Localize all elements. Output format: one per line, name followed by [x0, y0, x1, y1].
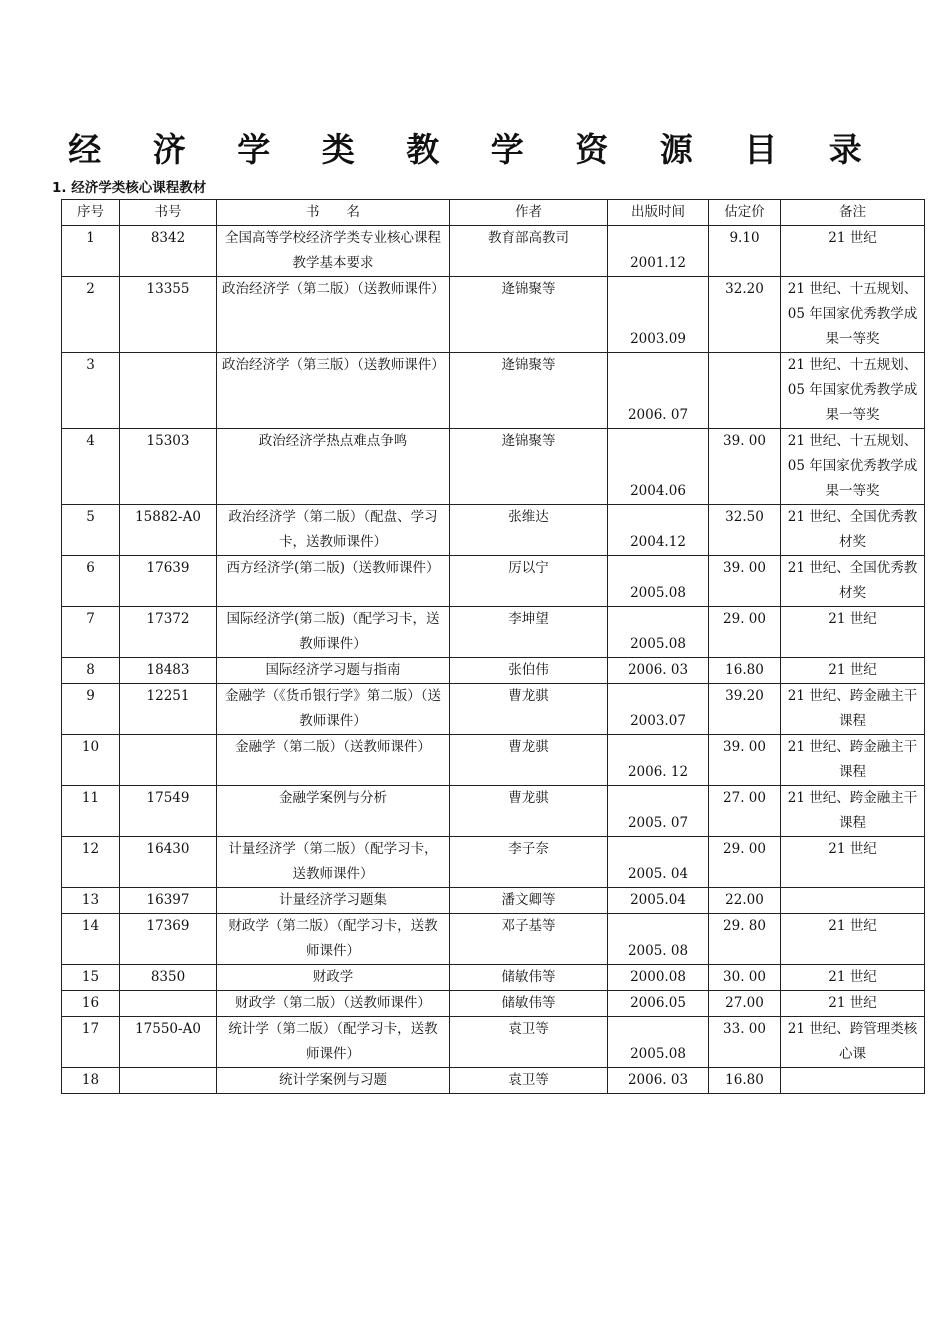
- cell-price: 39.20: [709, 684, 781, 735]
- cell-price: 30. 00: [709, 965, 781, 991]
- cell-title: 政治经济学热点难点争鸣: [217, 429, 450, 505]
- table-row: [62, 353, 925, 429]
- cell-note: 21 世纪、十五规划、05 年国家优秀教学成果一等奖: [781, 353, 925, 429]
- cell-price: 27. 00: [709, 786, 781, 837]
- cell-no: 14: [62, 914, 120, 965]
- cell-no: 3: [62, 353, 120, 429]
- cell-note: 21 世纪: [781, 991, 925, 1017]
- cell-no: 10: [62, 735, 120, 786]
- cell-isbn: [120, 1068, 217, 1094]
- cell-title: 西方经济学(第二版)（送教师课件）: [217, 556, 450, 607]
- cell-date: 2006. 03: [608, 658, 709, 684]
- cell-date: 2005.08: [608, 607, 709, 658]
- cell-title: 金融学（第二版）（送教师课件）: [217, 735, 450, 786]
- cell-note: 21 世纪、跨金融主干课程: [781, 786, 925, 837]
- cell-date: 2005.08: [608, 556, 709, 607]
- cell-isbn: 15303: [120, 429, 217, 505]
- cell-no: 8: [62, 658, 120, 684]
- cell-no: 16: [62, 991, 120, 1017]
- table-row: [62, 1068, 925, 1094]
- cell-note: 21 世纪: [781, 226, 925, 277]
- cell-price: 22.00: [709, 888, 781, 914]
- cell-isbn: 18483: [120, 658, 217, 684]
- table-header-row: [62, 200, 925, 226]
- cell-author: 张伯伟: [450, 658, 608, 684]
- table-row: [62, 556, 925, 607]
- header-no: 序号: [62, 200, 120, 226]
- cell-no: 15: [62, 965, 120, 991]
- cell-isbn: 8350: [120, 965, 217, 991]
- table-row: [62, 1017, 925, 1068]
- header-note: 备注: [781, 200, 925, 226]
- table-row: [62, 226, 925, 277]
- cell-title: 计量经济学习题集: [217, 888, 450, 914]
- table-row: [62, 965, 925, 991]
- header-date: 出版时间: [608, 200, 709, 226]
- cell-no: 17: [62, 1017, 120, 1068]
- cell-price: 16.80: [709, 1068, 781, 1094]
- cell-isbn: 17372: [120, 607, 217, 658]
- document-title: 经 济 学 类 教 学 资 源 目 录: [68, 130, 882, 169]
- cell-no: 11: [62, 786, 120, 837]
- table-row: [62, 735, 925, 786]
- table-row: [62, 505, 925, 556]
- cell-note: 21 世纪、跨金融主干课程: [781, 735, 925, 786]
- cell-author: 逄锦聚等: [450, 353, 608, 429]
- cell-no: 1: [62, 226, 120, 277]
- cell-no: 5: [62, 505, 120, 556]
- cell-isbn: 16430: [120, 837, 217, 888]
- cell-price: 16.80: [709, 658, 781, 684]
- cell-author: 教育部高教司: [450, 226, 608, 277]
- cell-date: 2006. 03: [608, 1068, 709, 1094]
- table-body: [62, 226, 925, 1094]
- header-author: 作者: [450, 200, 608, 226]
- cell-author: 逄锦聚等: [450, 277, 608, 353]
- cell-author: 邓子基等: [450, 914, 608, 965]
- cell-isbn: 17369: [120, 914, 217, 965]
- cell-title: 政治经济学（第三版）（送教师课件）: [217, 353, 450, 429]
- cell-isbn: 13355: [120, 277, 217, 353]
- cell-date: 2004.12: [608, 505, 709, 556]
- cell-date: 2001.12: [608, 226, 709, 277]
- cell-price: 9.10: [709, 226, 781, 277]
- cell-price: 29. 00: [709, 837, 781, 888]
- cell-no: 6: [62, 556, 120, 607]
- cell-author: 储敏伟等: [450, 991, 608, 1017]
- cell-title: 国际经济学(第二版)（配学习卡，送教师课件）: [217, 607, 450, 658]
- cell-title: 全国高等学校经济学类专业核心课程教学基本要求: [217, 226, 450, 277]
- cell-isbn: 8342: [120, 226, 217, 277]
- cell-no: 7: [62, 607, 120, 658]
- book-table: [61, 199, 925, 1094]
- cell-isbn: 17639: [120, 556, 217, 607]
- cell-date: 2005.04: [608, 888, 709, 914]
- header-title: 书 名: [217, 200, 450, 226]
- cell-isbn: 16397: [120, 888, 217, 914]
- cell-note: 21 世纪、十五规划、05 年国家优秀教学成果一等奖: [781, 277, 925, 353]
- cell-date: 2000.08: [608, 965, 709, 991]
- cell-price: 27.00: [709, 991, 781, 1017]
- cell-no: 13: [62, 888, 120, 914]
- cell-note: 21 世纪: [781, 607, 925, 658]
- cell-date: 2003.07: [608, 684, 709, 735]
- cell-note: 21 世纪、全国优秀教材奖: [781, 556, 925, 607]
- cell-price: 29. 80: [709, 914, 781, 965]
- cell-isbn: 15882-A0: [120, 505, 217, 556]
- cell-date: 2006. 07: [608, 353, 709, 429]
- cell-no: 12: [62, 837, 120, 888]
- cell-isbn: [120, 353, 217, 429]
- cell-isbn: 17549: [120, 786, 217, 837]
- table-row: [62, 837, 925, 888]
- cell-note: 21 世纪: [781, 914, 925, 965]
- cell-no: 9: [62, 684, 120, 735]
- cell-price: 39. 00: [709, 735, 781, 786]
- cell-title: 财政学（第二版）（配学习卡，送教师课件）: [217, 914, 450, 965]
- cell-title: 国际经济学习题与指南: [217, 658, 450, 684]
- cell-title: 政治经济学（第二版）（送教师课件）: [217, 277, 450, 353]
- cell-date: 2006. 12: [608, 735, 709, 786]
- cell-price: 39. 00: [709, 429, 781, 505]
- cell-date: 2005. 08: [608, 914, 709, 965]
- cell-date: 2006.05: [608, 991, 709, 1017]
- cell-title: 统计学案例与习题: [217, 1068, 450, 1094]
- cell-date: 2005. 04: [608, 837, 709, 888]
- cell-author: 曹龙骐: [450, 786, 608, 837]
- cell-author: 袁卫等: [450, 1017, 608, 1068]
- table-row: [62, 888, 925, 914]
- cell-date: 2005.08: [608, 1017, 709, 1068]
- cell-title: 政治经济学（第二版）（配盘、学习卡，送教师课件）: [217, 505, 450, 556]
- cell-note: 21 世纪: [781, 837, 925, 888]
- cell-date: 2004.06: [608, 429, 709, 505]
- cell-title: 财政学（第二版）（送教师课件）: [217, 991, 450, 1017]
- cell-date: 2003.09: [608, 277, 709, 353]
- cell-price: 32.50: [709, 505, 781, 556]
- cell-author: 李坤望: [450, 607, 608, 658]
- cell-isbn: [120, 991, 217, 1017]
- cell-author: 曹龙骐: [450, 684, 608, 735]
- cell-author: 逄锦聚等: [450, 429, 608, 505]
- cell-price: 29. 00: [709, 607, 781, 658]
- cell-note: 21 世纪、跨管理类核心课: [781, 1017, 925, 1068]
- table-row: [62, 991, 925, 1017]
- cell-no: 2: [62, 277, 120, 353]
- cell-title: 金融学案例与分析: [217, 786, 450, 837]
- cell-author: 张维达: [450, 505, 608, 556]
- cell-note: 21 世纪、十五规划、05 年国家优秀教学成果一等奖: [781, 429, 925, 505]
- cell-price: 33. 00: [709, 1017, 781, 1068]
- table-row: [62, 658, 925, 684]
- cell-title: 统计学（第二版）（配学习卡，送教师课件）: [217, 1017, 450, 1068]
- cell-author: 袁卫等: [450, 1068, 608, 1094]
- cell-isbn: [120, 735, 217, 786]
- cell-note: 21 世纪: [781, 965, 925, 991]
- table-row: [62, 277, 925, 353]
- cell-title: 计量经济学（第二版）（配学习卡，送教师课件）: [217, 837, 450, 888]
- table-row: [62, 914, 925, 965]
- cell-no: 4: [62, 429, 120, 505]
- table-row: [62, 429, 925, 505]
- cell-author: 储敏伟等: [450, 965, 608, 991]
- cell-author: 潘文卿等: [450, 888, 608, 914]
- cell-note: 21 世纪、全国优秀教材奖: [781, 505, 925, 556]
- table-row: [62, 786, 925, 837]
- cell-isbn: 17550-A0: [120, 1017, 217, 1068]
- cell-title: 金融学（《货币银行学》第二版）（送教师课件）: [217, 684, 450, 735]
- header-isbn: 书号: [120, 200, 217, 226]
- cell-note: 21 世纪: [781, 658, 925, 684]
- table-row: [62, 684, 925, 735]
- cell-note: [781, 888, 925, 914]
- cell-author: 曹龙骐: [450, 735, 608, 786]
- header-price: 估定价: [709, 200, 781, 226]
- cell-author: 李子奈: [450, 837, 608, 888]
- cell-author: 厉以宁: [450, 556, 608, 607]
- cell-price: [709, 353, 781, 429]
- cell-title: 财政学: [217, 965, 450, 991]
- cell-price: 39. 00: [709, 556, 781, 607]
- cell-price: 32.20: [709, 277, 781, 353]
- section-heading: 1. 经济学类核心课程教材: [52, 180, 207, 196]
- cell-date: 2005. 07: [608, 786, 709, 837]
- table-row: [62, 607, 925, 658]
- cell-note: [781, 1068, 925, 1094]
- cell-note: 21 世纪、跨金融主干课程: [781, 684, 925, 735]
- cell-no: 18: [62, 1068, 120, 1094]
- cell-isbn: 12251: [120, 684, 217, 735]
